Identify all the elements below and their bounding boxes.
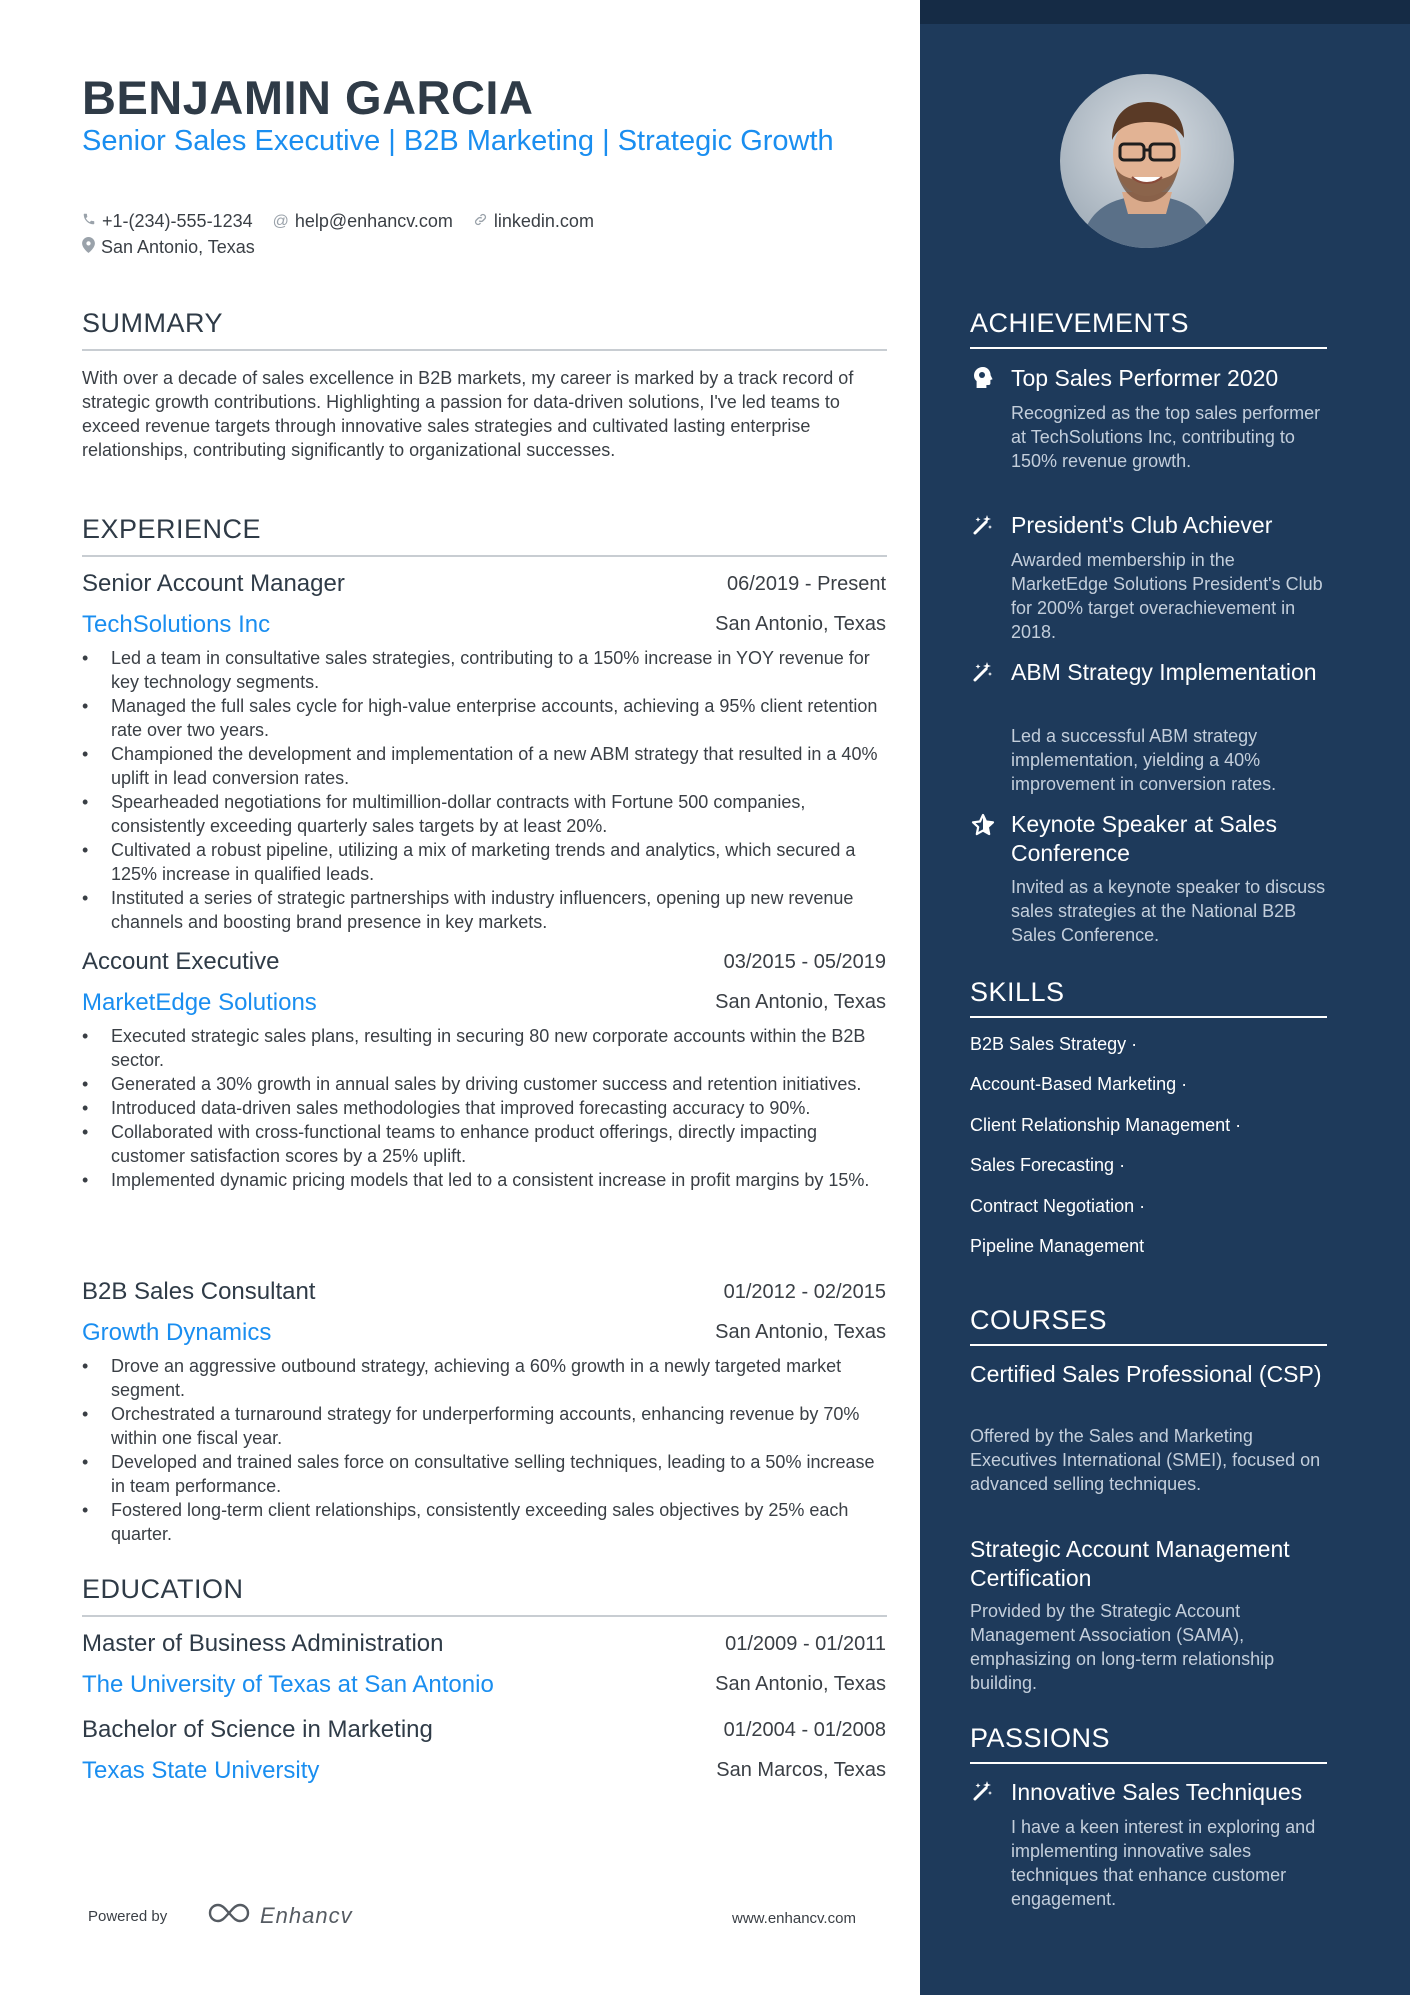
job-dates: 03/2015 - 05/2019 <box>723 951 886 973</box>
degree-dates: 01/2009 - 01/2011 <box>725 1633 886 1655</box>
skill-item: Sales Forecasting · <box>970 1155 1126 1175</box>
course-title: Strategic Account Management Certification <box>970 1536 1290 1591</box>
candidate-name: BENJAMIN GARCIA <box>82 71 534 124</box>
achievement-title: ABM Strategy Implementation <box>1011 659 1317 685</box>
contact-row <box>82 211 614 232</box>
linkedin-contact[interactable] <box>473 211 594 232</box>
map-pin-icon <box>82 237 95 258</box>
job-dates: 01/2012 - 02/2015 <box>723 1281 886 1303</box>
enhancv-logo-icon <box>206 1900 252 1931</box>
bullet-item: • Implemented dynamic pricing models that led to a consistent increase in profit margins by 15%. <box>82 1168 887 1192</box>
bullet-item: • Cultivated a robust pipeline, utilizing a mix of marketing trends and analytics, which secured a 125% increase in qualified leads. <box>82 838 887 886</box>
magic-wand-icon <box>970 1780 996 1806</box>
job-location: San Antonio, Texas <box>715 613 886 635</box>
email-text[interactable]: help@enhancv.com <box>294 211 453 231</box>
phone-contact <box>82 211 253 232</box>
experience-heading: EXPERIENCE <box>82 514 887 557</box>
location-text: San Antonio, Texas <box>101 237 255 257</box>
school-location: San Marcos, Texas <box>716 1759 886 1781</box>
job-bullets <box>82 1024 887 1192</box>
school-name: The University of Texas at San Antonio <box>82 1671 494 1698</box>
skill-item: B2B Sales Strategy · <box>970 1034 1138 1054</box>
summary-text: With over a decade of sales excellence in B2B markets, my career is marked by a track record of strategic growth contributions. Highlighting a passion for data-driven solutions, I've led teams to exceed revenue targets through innovative sales strategies and cultivated lasting enterprise relationships, contributing significantly to organizational successes. <box>82 368 854 460</box>
degree-title: Bachelor of Science in Marketing <box>82 1716 433 1743</box>
candidate-title: Senior Sales Executive | B2B Marketing | Strategic Growth <box>82 125 834 157</box>
bullet-item: • Fostered long-term client relationships, consistently exceeding sales objectives by 25% each quarter. <box>82 1498 887 1546</box>
job-bullets <box>82 1354 887 1546</box>
summary-heading: SUMMARY <box>82 308 887 351</box>
job-title: Senior Account Manager <box>82 570 345 597</box>
sidebar-top-band <box>920 0 1410 24</box>
passions-heading: PASSIONS <box>970 1723 1327 1764</box>
bullet-item: • Orchestrated a turnaround strategy for underperforming accounts, enhancing revenue by 70% within one fiscal year. <box>82 1402 887 1450</box>
bullet-item: • Developed and trained sales force on consultative selling techniques, leading to a 50% increase in team performance. <box>82 1450 887 1498</box>
achievement-desc: Invited as a keynote speaker to discuss sales strategies at the National B2B Sales Conference. <box>1011 877 1326 945</box>
avatar <box>1060 74 1234 248</box>
job-location: San Antonio, Texas <box>715 1321 886 1343</box>
bullet-item: • Spearheaded negotiations for multimillion-dollar contracts with Fortune 500 companies, consistently exceeding quarterly sales targets by at least 20%. <box>82 790 887 838</box>
footer-site-link[interactable]: www.enhancv.com <box>732 1910 856 1927</box>
job-title: B2B Sales Consultant <box>82 1278 316 1305</box>
link-icon <box>473 212 488 232</box>
job-title: Account Executive <box>82 948 280 975</box>
achievement-desc: Recognized as the top sales performer at TechSolutions Inc, contributing to 150% revenue growth. <box>1011 403 1321 471</box>
enhancv-brand: Enhancv <box>260 1902 353 1928</box>
linkedin-text[interactable]: linkedin.com <box>493 211 594 231</box>
skill-item: Pipeline Management <box>970 1236 1145 1256</box>
company-name: Growth Dynamics <box>82 1319 272 1346</box>
phone-icon <box>82 212 96 231</box>
passion-desc: I have a keen interest in exploring and implementing innovative sales techniques that enhance customer engagement. <box>1011 1817 1316 1909</box>
skill-item: Account-Based Marketing · <box>970 1074 1188 1094</box>
job-dates: 06/2019 - Present <box>727 573 886 595</box>
powered-by-label: Powered by <box>88 1908 168 1925</box>
achievement-desc: Awarded membership in the MarketEdge Solutions President's Club for 200% target overachievement in 2018. <box>1011 550 1323 642</box>
job-location: San Antonio, Texas <box>715 991 886 1013</box>
education-heading: EDUCATION <box>82 1574 887 1617</box>
bullet-item: • Instituted a series of strategic partnerships with industry influencers, opening up new revenue channels and boosting brand presence in key markets. <box>82 886 887 934</box>
achievements-heading: ACHIEVEMENTS <box>970 308 1327 349</box>
bullet-item: • Generated a 30% growth in annual sales by driving customer success and retention initiatives. <box>82 1072 887 1096</box>
email-contact[interactable] <box>273 211 453 232</box>
company-name: TechSolutions Inc <box>82 611 271 638</box>
enhancv-logo[interactable] <box>206 1900 353 1931</box>
course-desc: Provided by the Strategic Account Management Association (SAMA), emphasizing on long-term relationship building. <box>970 1601 1275 1693</box>
achievement-title: Top Sales Performer 2020 <box>1011 365 1279 391</box>
school-location: San Antonio, Texas <box>715 1673 886 1695</box>
skill-item: Contract Negotiation · <box>970 1196 1146 1216</box>
lightbulb-head-icon <box>970 366 996 392</box>
skills-heading: SKILLS <box>970 977 1327 1018</box>
course-desc: Offered by the Sales and Marketing Executives International (SMEI), focused on advanced selling techniques. <box>970 1426 1321 1494</box>
job-bullets <box>82 646 887 934</box>
course-title: Certified Sales Professional (CSP) <box>970 1361 1322 1387</box>
bullet-item: • Drove an aggressive outbound strategy, achieving a 60% growth in a newly targeted market segment. <box>82 1354 887 1402</box>
achievement-title: Keynote Speaker at Sales Conference <box>1011 811 1277 866</box>
degree-dates: 01/2004 - 01/2008 <box>723 1719 886 1741</box>
school-name: Texas State University <box>82 1757 320 1784</box>
skill-item: Client Relationship Management · <box>970 1115 1242 1135</box>
bullet-item: • Managed the full sales cycle for high-value enterprise accounts, achieving a 95% client retention rate over two years. <box>82 694 887 742</box>
phone-text: +1-(234)-555-1234 <box>102 211 253 231</box>
magic-wand-icon <box>970 661 996 687</box>
degree-title: Master of Business Administration <box>82 1630 444 1657</box>
courses-heading: COURSES <box>970 1305 1327 1346</box>
bullet-item: • Championed the development and implementation of a new ABM strategy that resulted in a 40% uplift in lead conversion rates. <box>82 742 887 790</box>
achievement-title: President's Club Achiever <box>1011 512 1273 538</box>
bullet-item: • Collaborated with cross-functional teams to enhance product offerings, directly impacting customer satisfaction scores by a 25% uplift. <box>82 1120 887 1168</box>
star-icon <box>970 813 996 839</box>
company-name: MarketEdge Solutions <box>82 989 317 1016</box>
at-icon: @ <box>272 212 289 230</box>
location-row <box>82 237 275 258</box>
achievement-desc: Led a successful ABM strategy implementation, yielding a 40% improvement in conversion rates. <box>1011 726 1277 794</box>
bullet-item: • Introduced data-driven sales methodologies that improved forecasting accuracy to 90%. <box>82 1096 887 1120</box>
location-contact <box>82 237 255 258</box>
bullet-item: • Executed strategic sales plans, resulting in securing 80 new corporate accounts within the B2B sector. <box>82 1024 887 1072</box>
magic-wand-icon <box>970 514 996 540</box>
passion-title: Innovative Sales Techniques <box>1011 1779 1303 1805</box>
bullet-item: • Led a team in consultative sales strategies, contributing to a 150% increase in YOY revenue for key technology segments. <box>82 646 887 694</box>
